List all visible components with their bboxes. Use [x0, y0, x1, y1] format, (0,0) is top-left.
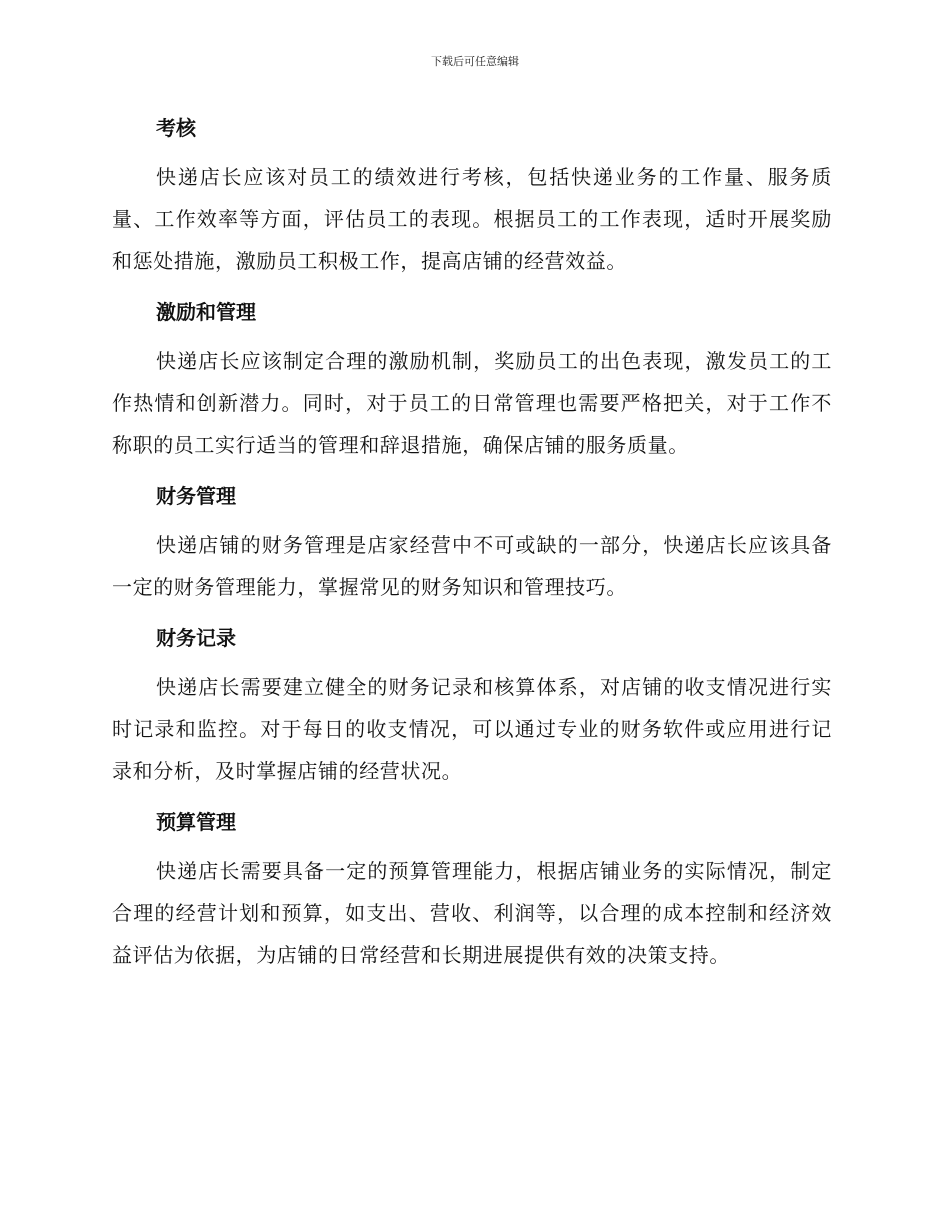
- section-paragraph-budget-management: 快递店长需要具备一定的预算管理能力，根据店铺业务的实际情况，制定合理的经营计划和预算，如支出、营收、利润等，以合理的成本控制和经济效益评估为依据，为店铺的日常经营和长期进展提供有效的决策支持。: [112, 859, 832, 967]
- section-heading-budget-management: 预算管理: [156, 810, 236, 834]
- section-heading-financial-records: 财务记录: [156, 626, 236, 650]
- section-paragraph-financial-management: 快递店铺的财务管理是店家经营中不可或缺的一部分，快递店长应该具备一定的财务管理能力，掌握常见的财务知识和管理技巧。: [112, 533, 832, 599]
- section-heading-financial-management: 财务管理: [156, 484, 236, 508]
- section-paragraph-assessment: 快递店长应该对员工的绩效进行考核，包括快递业务的工作量、服务质量、工作效率等方面，评估员工的表现。根据员工的工作表现，适时开展奖励和惩处措施，激励员工积极工作，提高店铺的经营效益。: [112, 165, 832, 273]
- section-paragraph-incentive-management: 快递店长应该制定合理的激励机制，奖励员工的出色表现，激发员工的工作热情和创新潜力。同时，对于员工的日常管理也需要严格把关，对于工作不称职的员工实行适当的管理和辞退措施，确保店铺的服务质量。: [112, 349, 832, 457]
- section-paragraph-financial-records: 快递店长需要建立健全的财务记录和核算体系，对店铺的收支情况进行实时记录和监控。对于每日的收支情况，可以通过专业的财务软件或应用进行记录和分析，及时掌握店铺的经营状况。: [112, 675, 832, 783]
- document-body: [112, 108, 832, 986]
- page-header: 下载后可任意编辑: [431, 55, 519, 68]
- section-heading-assessment: 考核: [156, 116, 196, 140]
- section-heading-incentive-management: 激励和管理: [156, 300, 256, 324]
